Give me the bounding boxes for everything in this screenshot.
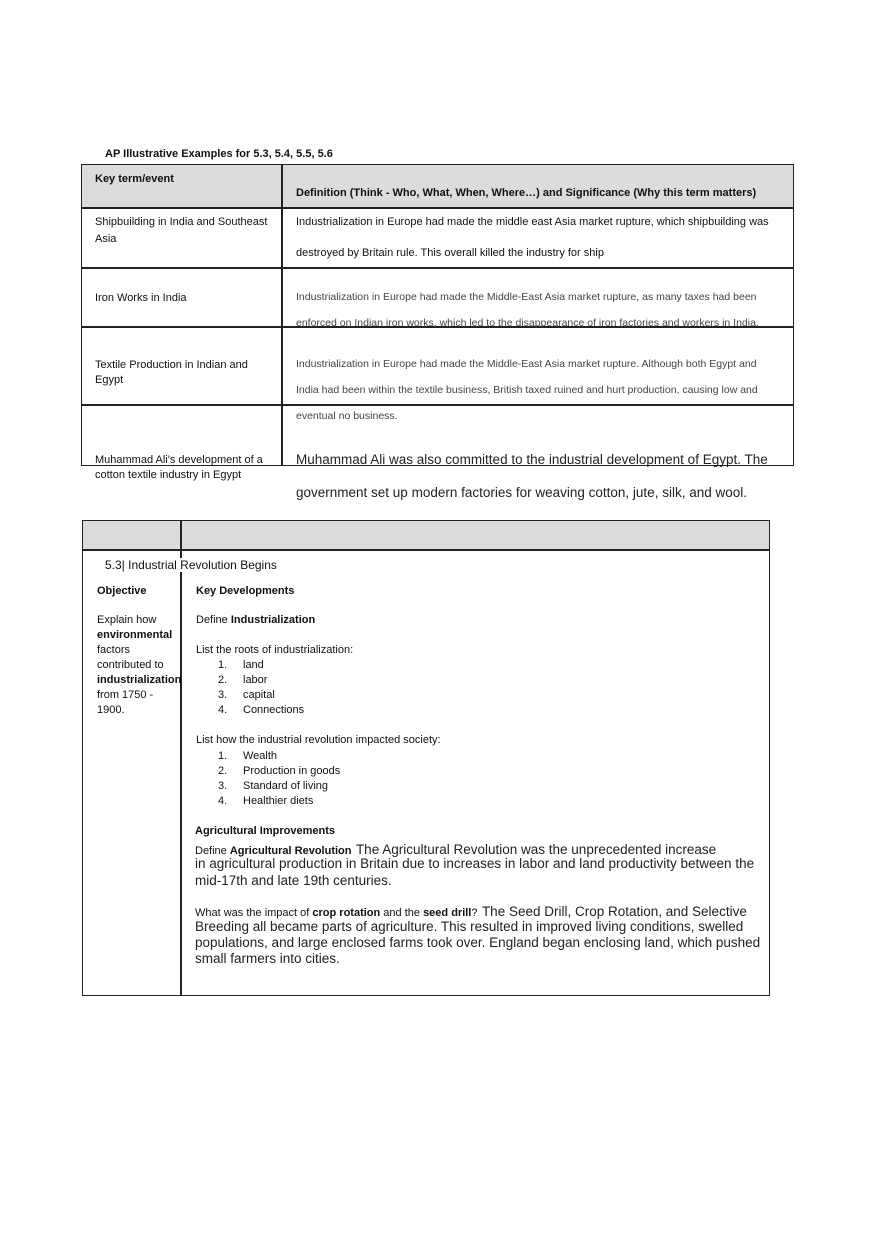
list-item: Production in goods xyxy=(243,765,341,777)
list-item: Healthier diets xyxy=(243,795,314,807)
definition: Industrialization in Europe had made the middle east Asia market rupture, which shipbuilding was xyxy=(296,216,769,228)
answer: The Seed Drill, Crop Rotation, and Selective xyxy=(481,904,747,919)
definition: Industrialization in Europe had made the Middle-East Asia market rupture. Although both Egypt and xyxy=(296,358,757,370)
answer: in agricultural production in Britain due to increases in labor and land productivity between the xyxy=(195,856,755,871)
prompt: Define xyxy=(196,614,231,626)
definition: eventual no business. xyxy=(296,410,398,422)
answer: populations, and large enclosed farms took over. England began enclosing land, which pushed xyxy=(195,935,761,950)
term: Iron Works in India xyxy=(95,292,187,304)
term: Asia xyxy=(95,233,117,245)
term: crop rotation xyxy=(312,907,381,919)
section-title: 5.3| Industrial Revolution Begins xyxy=(105,558,277,572)
column-header-definition: Definition (Think - Who, What, When, Where…) and Significance (Why this term matters) xyxy=(296,187,757,199)
list-item: Standard of living xyxy=(243,780,328,792)
answer: mid-17th and late 19th centuries. xyxy=(195,873,392,888)
definition: enforced on Indian iron works, which led to the disappearance of iron factories and workers in India. xyxy=(296,317,759,329)
list-item: capital xyxy=(243,689,275,701)
define-industrialization xyxy=(196,614,315,626)
prompt: What was the impact of xyxy=(195,907,313,919)
key-developments-label: Key Developments xyxy=(196,585,295,597)
term: seed drill xyxy=(423,907,472,919)
answer: small farmers into cities. xyxy=(195,951,340,966)
term: Shipbuilding in India and Southeast xyxy=(95,216,268,228)
objective-text: industrialization xyxy=(97,674,182,686)
list-item: land xyxy=(243,659,264,671)
objective-text: Explain how xyxy=(97,614,157,626)
term: Agricultural Revolution xyxy=(229,845,352,857)
definition: India had been within the textile business, British taxed ruined and hurt production, causing low and xyxy=(296,384,758,396)
impact-question: List how the industrial revolution impacted society: xyxy=(196,734,441,746)
answer: Breeding all became parts of agriculture. This resulted in improved living conditions, swelled xyxy=(195,919,744,934)
term: Industrialization xyxy=(230,614,316,626)
term: Muhammad Ali's development of a xyxy=(95,454,263,466)
list-item: Connections xyxy=(243,704,305,716)
objective-text: 1900. xyxy=(97,704,125,716)
prompt: ? xyxy=(471,907,478,919)
definition: Industrialization in Europe had made the Middle-East Asia market rupture, as many taxes had been xyxy=(296,291,757,303)
objective-text: from 1750 - xyxy=(97,689,154,701)
list-item: labor xyxy=(243,674,268,686)
document-page: AP Illustrative Examples for 5.3, 5.4, 5.5, 5.6 Key term/event Definition (Think - Who, What, When, Where…) and Significance (Why this term matters) Shipbuilding in India and Southeast Asia Industrialization in Europe had made the middle east Asia market rupture, which shipbuilding was destroyed by Britain rule. This overall killed the industry for ship Iron Works in India Industrialization in Europe had made the Middle-East Asia market rupture, as many taxes had been enforced on Indian iron works, which led to the disappearance of iron factories and workers in India. Textile Production in Indian and Egypt Industrialization in Europe had made the Middle-East Asia market rupture. Although both Egypt and India had been within the textile business, British taxed ruined and hurt production, causing low and eventual no business. Muhammad Ali's development of a cotton textile industry in Egypt Muhammad Ali was also committed to the industrial development of Egypt. The government set up modern factories for weaving cotton, jute, silk, and wool. 5.3| Industrial Revolution Begins Objective Explain how environmental factors contributed to industrialization from 1750 - 1900. Key Developments Define Industrialization List the roots of industrialization: 1. land 2. labor 3. capital 4. Connections List how the industrial revolution impacted society: 1. Wealth 2. Production in goods 3. Standard of living 4. Healthier diets Agricultural Improvements Define Agricultural Revolution The Agricultural Revolution was the unprecedented increase in agricultural production in Britain due to increases in labor and land productivity between the mid-17th and late 19th centuries. What was the impact of crop rotation and the seed drill? The Seed Drill, Crop Rotation, and Selective Breeding all became parts of agriculture. This resulted in improved living conditions, swelled populations, and large enclosed farms took over. England began enclosing land, which pushed small farmers into cities. xyxy=(0,0,880,1247)
roots-question: List the roots of industrialization: xyxy=(196,644,354,656)
prompt: and the xyxy=(380,907,424,919)
objective-label: Objective xyxy=(97,585,147,597)
objective-text: factors xyxy=(97,644,131,656)
column-header-term: Key term/event xyxy=(95,173,174,185)
list-item: Wealth xyxy=(243,750,278,762)
agri-heading: Agricultural Improvements xyxy=(195,825,335,837)
definition: destroyed by Britain rule. This overall killed the industry for ship xyxy=(296,247,604,259)
definition: government set up modern factories for weaving cotton, jute, silk, and wool. xyxy=(296,485,747,500)
objective-text: environmental xyxy=(97,629,173,641)
definition: Muhammad Ali was also committed to the industrial development of Egypt. The xyxy=(296,452,768,467)
prompt: Define xyxy=(195,845,230,857)
term: cotton textile industry in Egypt xyxy=(95,469,242,481)
objective-text: contributed to xyxy=(97,659,164,671)
term: Egypt xyxy=(95,374,124,386)
answer: The Agricultural Revolution was the unprecedented increase xyxy=(355,842,717,857)
document-title: AP Illustrative Examples for 5.3, 5.4, 5.5, 5.6 xyxy=(105,148,333,160)
term: Textile Production in Indian and xyxy=(95,359,248,371)
